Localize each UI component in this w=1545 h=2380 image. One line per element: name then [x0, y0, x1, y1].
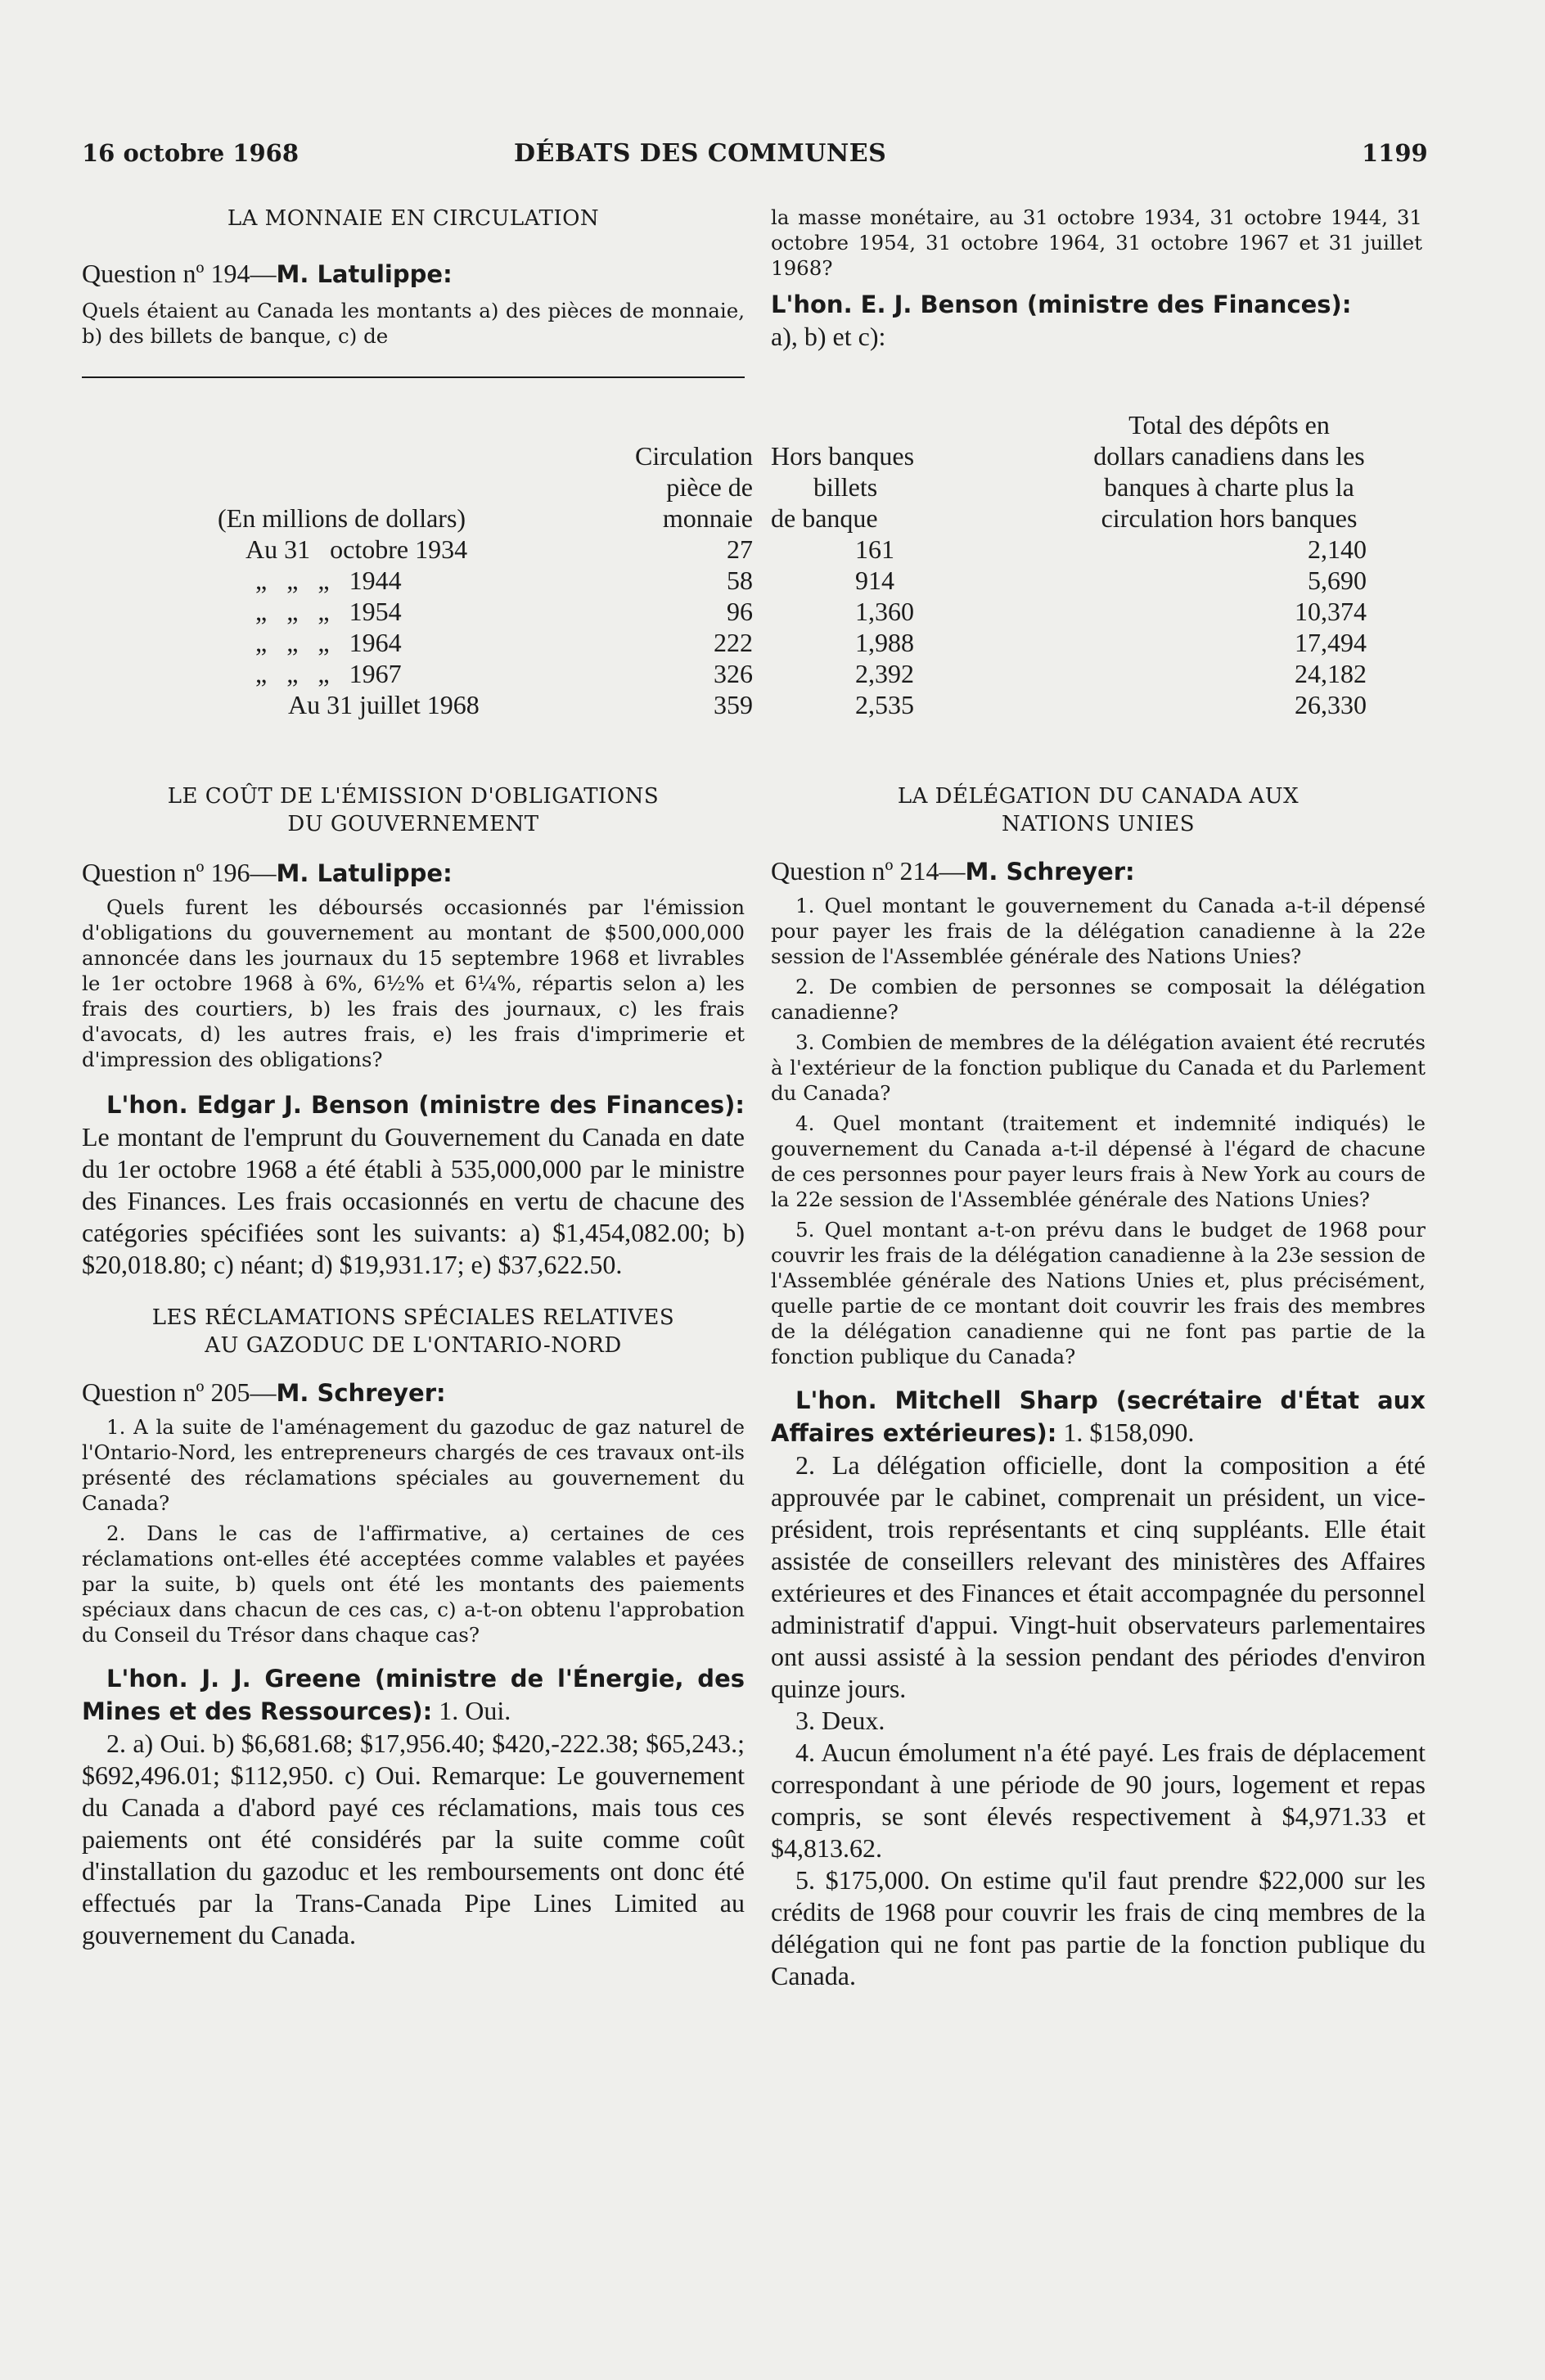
right-column: [771, 782, 1426, 1992]
answer-196: [82, 1089, 745, 1281]
col-header-line: billets: [813, 472, 878, 502]
answer-text: 1. Oui.: [432, 1696, 511, 1725]
heading-line: LE COÛT DE L'ÉMISSION D'OBLIGATIONS: [167, 784, 660, 809]
question-text: 4. Quel montant (traitement et indemnité indiqués) le gouvernement du Canada a-t-il dépensé à l'égard de chacune de ces personnes pour payer leurs frais à New York au cours de la 22e session de l'Assemblée générale des Nations Unies?: [771, 1111, 1426, 1211]
cell-hors-banques: 1,360: [855, 597, 914, 626]
col-header-line: dollars canadiens dans les: [1093, 441, 1365, 471]
cell-total: 26,330: [1295, 690, 1367, 719]
left-column: [82, 782, 745, 1951]
section-heading-gazoduc: [82, 1304, 745, 1359]
cell-circulation: 96: [727, 597, 753, 626]
question-text: 1. Quel montant le gouvernement du Canada a-t-il dépensé pour payer les frais de la délégation canadienne à la 22e session de l'Assemblée générale des Nations Unies?: [771, 894, 1426, 968]
heading-line: LES RÉCLAMATIONS SPÉCIALES RELATIVES: [151, 1305, 675, 1330]
table-row: [82, 565, 1473, 596]
heading-line: LA DÉLÉGATION DU CANADA AUX: [897, 784, 1300, 809]
heading-line: AU GAZODUC DE L'ONTARIO-NORD: [205, 1333, 622, 1358]
question-196: [82, 856, 745, 890]
cell-hors-banques: 1,988: [855, 628, 914, 657]
table-row: [82, 534, 1473, 565]
cell-circulation: 58: [727, 566, 753, 595]
cell-total: 5,690: [1308, 566, 1367, 595]
question-text-continued: la masse monétaire, au 31 octobre 1934, 31 octobre 1944, 31 octobre 1954, 31 octobre 1964, 31 octobre 1967 et 31 juillet 1968?: [771, 205, 1422, 280]
header-title: DÉBATS DES COMMUNES: [514, 139, 887, 168]
answer-text: 2. a) Oui. b) $6,681.68; $17,956.40; $420,-222.38; $65,243.; $692,496.01; $112,950. c) Oui. Remarque: Le gouvernement du Canada a d'abord payé ces réclamations, mais tous ces paiements ont été considérés par la suite comme coût d'installation du gazoduc et les remboursements ont donc été effectués par la Trans-Canada Pipe Lines Limited au gouvernement du Canada.: [82, 1729, 745, 1950]
cell-total: 10,374: [1295, 597, 1367, 626]
question-number: Question nº 196—: [82, 858, 277, 887]
row-label: Au 31 juillet 1968: [288, 690, 480, 719]
table-header-total-depots: [1033, 409, 1426, 534]
question-number: Question nº 205—: [82, 1377, 277, 1407]
answer-text: 2. La délégation officielle, dont la composition a été approuvée par le cabinet, comprenait un président, un vice-président, trois représentants et cinq suppléants. Elle était assistée de conseillers relevant des ministères des Affaires extérieures et des Finances et était accompagnée du personnel administratif d'appui. Vingt-huit observateurs parlementaires ont aussi assisté à la session pendant des périodes d'environ quinze jours.: [771, 1450, 1426, 1703]
cell-circulation: 326: [714, 659, 753, 688]
answer-author: L'hon. J. J. Greene (ministre de l'Énergie, des Mines et des Ressources):: [82, 1665, 745, 1725]
col-header-line: Total des dépôts en: [1128, 410, 1330, 439]
row-label: „ „ „ 1964: [255, 628, 402, 657]
answer-214: [771, 1384, 1426, 1449]
table-row: [82, 627, 1473, 658]
cell-circulation: 222: [714, 628, 753, 657]
cell-hors-banques: 2,535: [855, 690, 914, 719]
question-text: 3. Combien de membres de la délégation avaient été recrutés à l'extérieur de la fonction publique du Canada et du Parlement du Canada?: [771, 1030, 1426, 1105]
cell-circulation: 359: [714, 690, 753, 719]
question-author: M. Schreyer:: [965, 858, 1135, 886]
question-205: [82, 1376, 745, 1409]
answer-text: 5. $175,000. On estime qu'il faut prendre $22,000 sur les crédits de 1968 pour couvrir les frais de cinq membres de la délégation qui ne font pas partie de la fonction publique du Canada.: [771, 1865, 1426, 1990]
heading-line: NATIONS UNIES: [1001, 812, 1196, 836]
cell-hors-banques: 914: [855, 566, 894, 595]
answer-194: [771, 288, 1426, 353]
table-unit-label: (En millions de dollars): [218, 503, 466, 533]
cell-total: 17,494: [1295, 628, 1367, 657]
table-header-circulation: [524, 440, 753, 534]
question-text: 1. A la suite de l'aménagement du gazoduc de gaz naturel de l'Ontario-Nord, les entrepreneurs chargés de ces travaux ont-ils présenté des réclamations spéciales au gouvernement du Canada?: [82, 1415, 745, 1515]
section-heading-monnaie: LA MONNAIE EN CIRCULATION: [227, 206, 600, 231]
col-header-line: circulation hors banques: [1101, 503, 1358, 533]
col-header-line: pièce de: [666, 472, 753, 502]
answer-text: a), b) et c):: [771, 322, 886, 351]
question-text: 2. Dans le cas de l'affirmative, a) certaines de ces réclamations ont-elles été acceptées comme valables et payées par la suite, b) quels ont été les montants des paiements spéciaux dans chacun de ces cas, c) a-t-on obtenu l'approbation du Conseil du Trésor dans chaque cas?: [82, 1521, 745, 1647]
question-194: [82, 257, 453, 291]
answer-author: L'hon. Mitchell Sharp (secrétaire d'État aux Affaires extérieures):: [771, 1386, 1426, 1447]
row-label: „ „ „ 1954: [255, 597, 402, 626]
header-page-number: 1199: [1362, 139, 1428, 167]
row-label: „ „ „ 1967: [255, 659, 402, 688]
answer-text: 1. $158,090.: [1056, 1418, 1195, 1447]
table-row: [82, 689, 1473, 720]
table-row: [82, 658, 1473, 689]
question-text: 5. Quel montant a-t-on prévu dans le budget de 1968 pour couvrir les frais de la délégation canadienne à la 23e session de l'Assemblée générale des Nations Unies et, plus précisément, quelle partie de ce montant doit couvrir les frais des membres de la délégation canadienne qui ne font pas partie de la fonction publique du Canada?: [771, 1218, 1426, 1368]
section-heading-delegation: [771, 782, 1426, 838]
header-date: 16 octobre 1968: [82, 139, 300, 167]
row-label: Au 31 octobre 1934: [245, 534, 468, 564]
cell-total: 24,182: [1295, 659, 1367, 688]
answer-text: 3. Deux.: [795, 1706, 885, 1735]
section-heading-obligations: [82, 782, 745, 838]
col-header-line: Circulation: [635, 441, 753, 471]
question-author: M. Latulippe:: [276, 260, 453, 288]
table-body: [82, 534, 1473, 720]
answer-205: [82, 1662, 745, 1728]
row-label: „ „ „ 1944: [255, 566, 402, 595]
table-row: [82, 596, 1473, 627]
heading-line: DU GOUVERNEMENT: [287, 812, 539, 836]
question-author: M. Latulippe:: [276, 859, 453, 887]
cell-circulation: 27: [727, 534, 753, 564]
cell-total: 2,140: [1308, 534, 1367, 564]
answer-text: 4. Aucun émolument n'a été payé. Les frais de déplacement correspondant à une période de 90 jours, logement et repas compris, se sont élevés respectivement à $4,971.33 et $4,813.62.: [771, 1738, 1426, 1863]
col-header-line: de banque: [771, 503, 878, 533]
question-text: 2. De combien de personnes se composait la délégation canadienne?: [771, 975, 1426, 1024]
col-header-line: monnaie: [662, 503, 753, 533]
question-text: Quels étaient au Canada les montants a) des pièces de monnaie, b) des billets de banque, c) de: [82, 299, 745, 348]
answer-author: L'hon. E. J. Benson (ministre des Finances):: [771, 291, 1352, 318]
answer-text: Le montant de l'emprunt du Gouvernement du Canada en date du 1er octobre 1968 a été établi à 535,000,000 par le ministre des Finances. Les frais occasionnés en vertu de chacune des catégories spécifiées sont les suivants: a) $1,454,082.00; b) $20,018.80; c) néant; d) $19,931.17; e) $37,622.50.: [82, 1122, 745, 1279]
divider: [82, 376, 745, 378]
question-214: [771, 854, 1426, 888]
cell-hors-banques: 2,392: [855, 659, 914, 688]
cell-hors-banques: 161: [855, 534, 894, 564]
question-number: Question nº 194—: [82, 259, 277, 288]
table-header-hors-banques: [771, 440, 984, 534]
question-author: M. Schreyer:: [276, 1379, 446, 1407]
col-header-line: Hors banques: [771, 441, 915, 471]
question-number: Question nº 214—: [771, 856, 966, 886]
answer-author: L'hon. Edgar J. Benson (ministre des Finances):: [106, 1091, 745, 1119]
question-text: Quels furent les déboursés occasionnés par l'émission d'obligations du gouvernement au montant de $500,000,000 annoncée dans les journaux du 15 septembre 1968 et livrables le 1er octobre 1968 à 6%, 6½% et 6¼%, répartis selon a) les frais des courtiers, b) les frais des journaux, c) les frais d'avocats, d) les autres frais, e) les frais d'imprimerie et d'impression des obligations?: [82, 895, 745, 1071]
col-header-line: banques à charte plus la: [1104, 472, 1354, 502]
